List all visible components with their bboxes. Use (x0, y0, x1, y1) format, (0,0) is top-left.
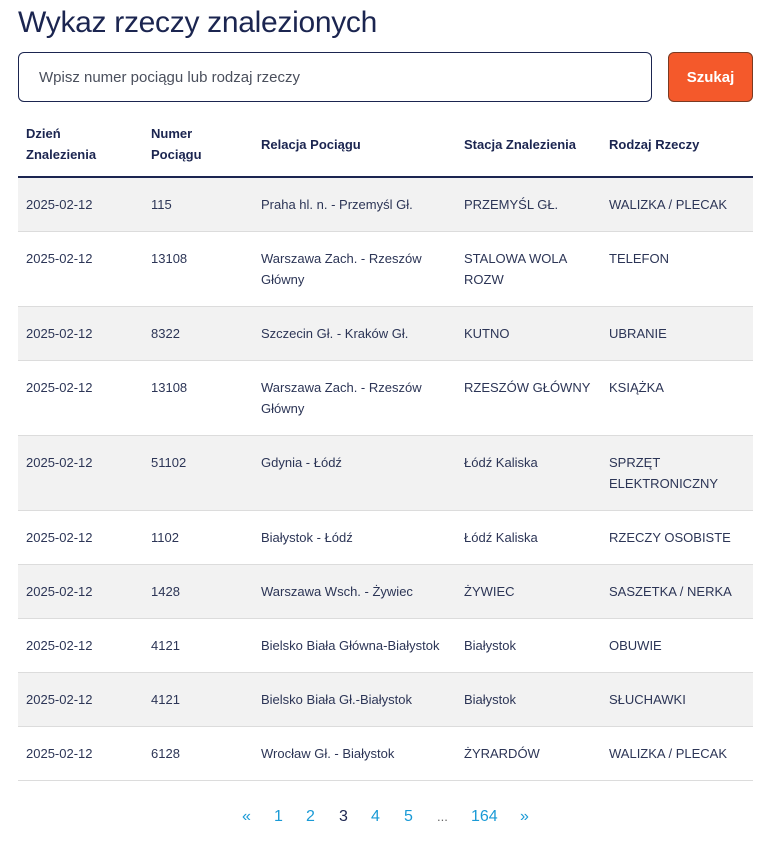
cell-station: ŻYRARDÓW (456, 727, 601, 781)
pagination-page-last[interactable]: 164 (471, 808, 498, 825)
pagination-ellipsis: ... (437, 809, 448, 824)
cell-date: 2025-02-12 (18, 177, 143, 232)
cell-station: Białystok (456, 673, 601, 727)
cell-route: Gdynia - Łódź (253, 436, 456, 511)
cell-item-type: SŁUCHAWKI (601, 673, 753, 727)
cell-train-number: 4121 (143, 673, 253, 727)
cell-train-number: 115 (143, 177, 253, 232)
header-route: Relacja Pociągu (253, 112, 456, 177)
pagination-page-2[interactable]: 2 (306, 808, 315, 825)
cell-item-type: TELEFON (601, 232, 753, 307)
cell-train-number: 4121 (143, 619, 253, 673)
cell-date: 2025-02-12 (18, 511, 143, 565)
cell-item-type: WALIZKA / PLECAK (601, 177, 753, 232)
cell-date: 2025-02-12 (18, 565, 143, 619)
table-row (18, 727, 753, 781)
pagination (0, 804, 775, 830)
cell-train-number: 8322 (143, 307, 253, 361)
cell-train-number: 1102 (143, 511, 253, 565)
cell-train-number: 13108 (143, 361, 253, 436)
cell-route: Praha hl. n. - Przemyśl Gł. (253, 177, 456, 232)
pagination-page-3-current: 3 (339, 808, 348, 825)
table-row (18, 619, 753, 673)
cell-date: 2025-02-12 (18, 436, 143, 511)
search-button[interactable]: Szukaj (668, 52, 753, 102)
search-input[interactable] (18, 52, 652, 102)
table-row (18, 232, 753, 307)
cell-route: Warszawa Zach. - Rzeszów Główny (253, 232, 456, 307)
page-title: Wykaz rzeczy znalezionych (18, 6, 378, 39)
cell-route: Szczecin Gł. - Kraków Gł. (253, 307, 456, 361)
pagination-page-1[interactable]: 1 (274, 808, 283, 825)
cell-item-type: SPRZĘT ELEKTRONICZNY (601, 436, 753, 511)
cell-train-number: 13108 (143, 232, 253, 307)
cell-station: Łódź Kaliska (456, 436, 601, 511)
header-item-type: Rodzaj Rzeczy (601, 112, 753, 177)
cell-station: STALOWA WOLA ROZW (456, 232, 601, 307)
cell-date: 2025-02-12 (18, 727, 143, 781)
cell-train-number: 1428 (143, 565, 253, 619)
pagination-prev[interactable]: « (242, 808, 251, 825)
cell-item-type: OBUWIE (601, 619, 753, 673)
cell-route: Bielsko Biała Gł.-Białystok (253, 673, 456, 727)
header-train-number: Numer Pociągu (143, 112, 253, 177)
cell-date: 2025-02-12 (18, 619, 143, 673)
cell-item-type: KSIĄŻKA (601, 361, 753, 436)
cell-item-type: WALIZKA / PLECAK (601, 727, 753, 781)
cell-station: RZESZÓW GŁÓWNY (456, 361, 601, 436)
table-row (18, 436, 753, 511)
cell-date: 2025-02-12 (18, 361, 143, 436)
pagination-page-5[interactable]: 5 (404, 808, 413, 825)
pagination-page-4[interactable]: 4 (371, 808, 380, 825)
cell-station: KUTNO (456, 307, 601, 361)
cell-route: Wrocław Gł. - Białystok (253, 727, 456, 781)
table-row (18, 565, 753, 619)
table-row (18, 177, 753, 232)
header-date: Dzień Znalezienia (18, 112, 143, 177)
table-header-row (18, 112, 753, 177)
table-body (18, 177, 753, 781)
cell-route: Warszawa Wsch. - Żywiec (253, 565, 456, 619)
table-row (18, 673, 753, 727)
cell-item-type: RZECZY OSOBISTE (601, 511, 753, 565)
cell-item-type: UBRANIE (601, 307, 753, 361)
cell-item-type: SASZETKA / NERKA (601, 565, 753, 619)
pagination-next[interactable]: » (520, 808, 529, 825)
cell-train-number: 6128 (143, 727, 253, 781)
header-station: Stacja Znalezienia (456, 112, 601, 177)
cell-route: Białystok - Łódź (253, 511, 456, 565)
table-row (18, 511, 753, 565)
cell-station: ŻYWIEC (456, 565, 601, 619)
cell-route: Bielsko Biała Główna-Białystok (253, 619, 456, 673)
table-row (18, 361, 753, 436)
cell-station: PRZEMYŚL GŁ. (456, 177, 601, 232)
lost-items-table (18, 112, 753, 781)
table-row (18, 307, 753, 361)
cell-route: Warszawa Zach. - Rzeszów Główny (253, 361, 456, 436)
cell-train-number: 51102 (143, 436, 253, 511)
cell-station: Łódź Kaliska (456, 511, 601, 565)
cell-station: Białystok (456, 619, 601, 673)
cell-date: 2025-02-12 (18, 673, 143, 727)
cell-date: 2025-02-12 (18, 232, 143, 307)
cell-date: 2025-02-12 (18, 307, 143, 361)
